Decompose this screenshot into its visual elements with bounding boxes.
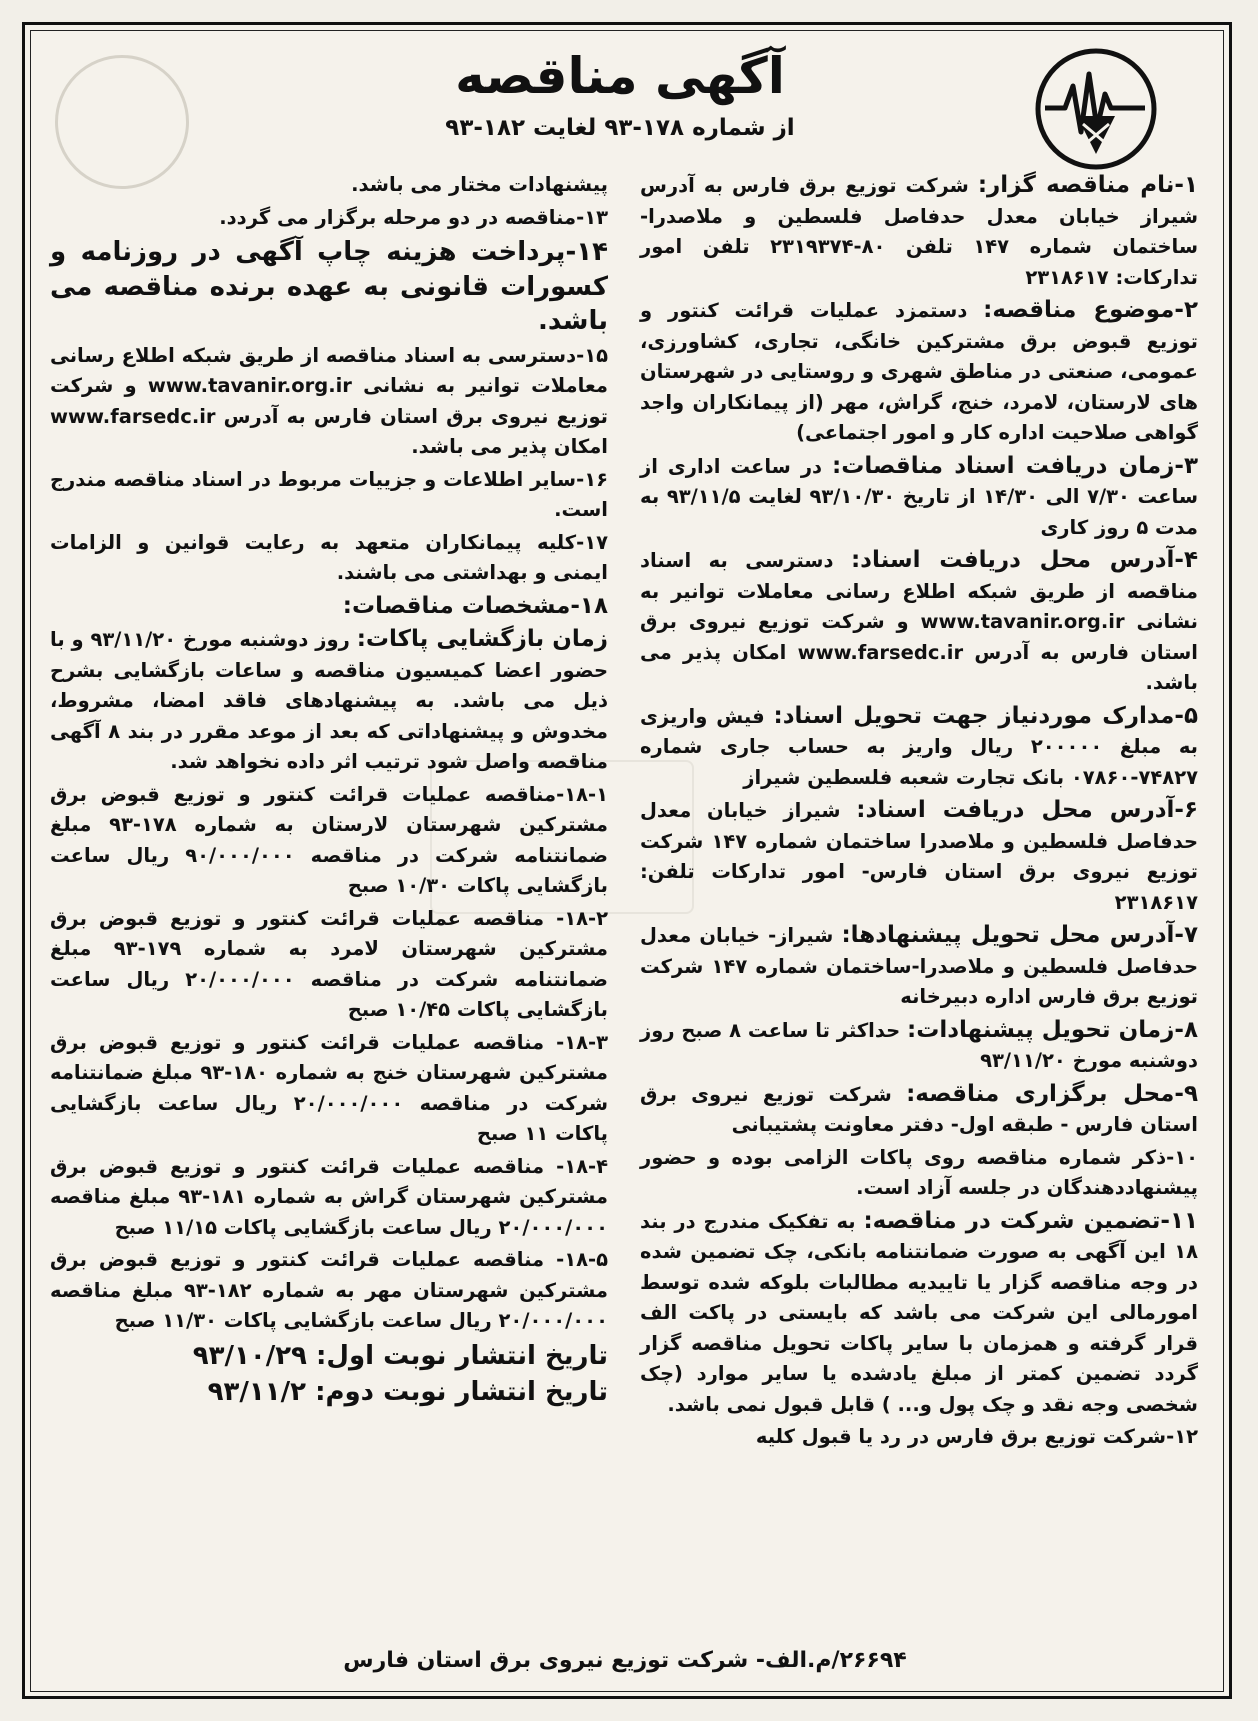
clause-paragraph (640, 295, 1198, 449)
clause-heading: ۱۱-تضمین شرکت در مناقصه: (863, 1207, 1199, 1234)
ad-title: آگهی مناقصه (455, 47, 785, 105)
clause-text: شیراز- خیابان معدل حدفاصل فلسطین و ملاصدرا-ساختمان شماره ۱۴۷ شرکت توزیع برق فارس اداره دبیرخانه (640, 924, 1199, 1008)
clause-paragraph (50, 528, 608, 589)
ad-subtitle: از شماره ۱۷۸-۹۳ لغایت ۱۸۲-۹۳ (445, 115, 795, 141)
clause-paragraph (50, 170, 608, 201)
clause-text: ۱۲-شرکت توزیع برق فارس در رد یا قبول کلیه (755, 1425, 1198, 1448)
company-logo-icon (1033, 46, 1159, 172)
clause-paragraph (640, 1422, 1198, 1453)
clause-text: فیش واریزی به مبلغ ۲۰۰۰۰۰ ریال واریز به حساب جاری شماره ۷۴۸۲۷-۰۷۸۶۰ بانک تجارت شعبه فلسطین شیراز (640, 704, 1198, 789)
clause-text: شرکت توزیع برق فارس به آدرس شیراز خیابان معدل حدفاصل فلسطین و ملاصدرا- ساختمان شماره ۱۴۷ تلفن ۸۰-۲۳۱۹۳۷۴ تلفن امور تدارکات: ۲۳۱۸۶۱۷ (640, 174, 1198, 289)
clause-text: ۱۸-۱-مناقصه عملیات قرائت کنتور و توزیع قبوض برق مشترکین شهرستان لارستان به شماره ۱۷۸-۹۳ مبلغ ضمانتنامه شرکت در مناقصه ۹۰/۰۰۰/۰۰۰ ریال ساعت بازگشایی پاکات ۱۰/۳۰ صبح (50, 782, 608, 897)
clause-heading: ۴-آدرس محل دریافت اسناد: (850, 547, 1198, 573)
clause-text: ۱۸-۲- مناقصه عملیات قرائت کنتور و توزیع قبوض برق مشترکین شهرستان لامرد به شماره ۱۷۹-۹۳ مبلغ ضمانتنامه شرکت در مناقصه ۲۰/۰۰۰/۰۰۰ ریال ساعت بازگشایی پاکات ۱۰/۴۵ صبح (50, 906, 608, 1021)
clause-paragraph (50, 591, 608, 623)
clause-paragraph (640, 1206, 1198, 1421)
clause-paragraph (640, 1079, 1198, 1141)
clause-paragraph (640, 1143, 1198, 1204)
clause-text: در ساعت اداری از ساعت ۷/۳۰ الی ۱۴/۳۰ از تاریخ ۹۳/۱۰/۳۰ لغایت ۹۳/۱۱/۵ به مدت ۵ روز کاری (640, 454, 1199, 539)
publication-date-second: تاریخ انتشار نوبت دوم: ۹۳/۱۱/۲ (207, 1376, 608, 1407)
clause-text: ۱۸-۵- مناقصه عملیات قرائت کنتور و توزیع قبوض برق مشترکین شهرستان مهر به شماره ۱۸۲-۹۳ مبلغ مناقصه ۲۰/۰۰۰/۰۰۰ ریال ساعت بازگشایی پاکات ۱۱/۳۰ صبح (50, 1248, 608, 1332)
clause-text: دستمزد عملیات قرائت کنتور و توزیع قبوض برق مشترکین خانگی، تجاری، کشاورزی، عمومی، صنعتی در مناطق شهری و روستایی در شهرستان های لارستان، لامرد، خنج، گراش، مهر (از پیمانکاران واجد گواهی صلاحیت اداره کار و امور اجتماعی) (640, 299, 1198, 444)
clause-text: شیراز خیابان معدل حدفاصل فلسطین و ملاصدرا ساختمان شماره ۱۴۷ شرکت توزیع نیروی برق استان فارس- امور تدارکات تلفن: ۲۳۱۸۶۱۷ (640, 799, 1199, 914)
clause-paragraph (50, 465, 608, 526)
clause-paragraph (50, 904, 608, 1026)
clause-heading: ۳-زمان دریافت اسناد مناقصات: (832, 452, 1199, 479)
clause-heading: ۷-آدرس محل تحویل پیشنهادها: (841, 922, 1198, 948)
clause-paragraph (50, 1152, 608, 1244)
clause-paragraph (50, 341, 608, 463)
clause-heading: ۱-نام مناقصه گزار: (977, 172, 1198, 198)
clause-paragraph (640, 1015, 1198, 1077)
clause-paragraph (640, 545, 1198, 699)
clause-text: ۱۵-دسترسی به اسناد مناقصه از طریق شبکه اطلاع رسانی معاملات توانیر به نشانی www.tavanir.org.ir و شرکت توزیع نیروی برق استان فارس به آدرس www.farsedc.ir امکان پذیر می باشد. (50, 343, 608, 458)
publication-date-first: تاریخ انتشار نوبت اول: ۹۳/۱۰/۲۹ (192, 1340, 608, 1371)
clause-text: ۱۸-۴- مناقصه عملیات قرائت کنتور و توزیع قبوض برق مشترکین شهرستان گراش به شماره ۱۸۱-۹۳ مبلغ مناقصه ۲۰/۰۰۰/۰۰۰ ریال ساعت بازگشایی پاکات ۱۱/۱۵ صبح (50, 1154, 608, 1239)
clause-heading: ۸-زمان تحویل پیشنهادات: (907, 1016, 1198, 1043)
clause-paragraph (50, 1028, 608, 1150)
right-column (640, 170, 1198, 1455)
clause-text: حداکثر تا ساعت ۸ صبح روز دوشنبه مورخ ۹۳/۱۱/۲۰ (640, 1018, 1198, 1072)
clause-lead: ۱۴-پرداخت هزینه چاپ آگهی در روزنامه و کسورات قانونی به عهده برنده مناقصه می باشد. (50, 237, 608, 336)
clause-heading: ۱۸-مشخصات مناقصات: (342, 592, 608, 619)
clause-text: ۱۶-سایر اطلاعات و جزییات مربوط در اسناد مناقصه مندرج است. (50, 467, 608, 521)
clause-text: ۱۳-مناقصه در دو مرحله برگزار می گردد. (219, 205, 608, 229)
clause-text: ۱۰-ذکر شماره مناقصه روی پاکات الزامی بوده و حضور پیشنهاددهندگان در جلسه آزاد است. (640, 1145, 1198, 1199)
clause-heading: زمان بازگشایی پاکات: (356, 626, 608, 652)
footer-line: ۲۶۶۹۴/م.الف- شرکت توزیع نیروی برق استان فارس (343, 1648, 907, 1673)
clause-paragraph (50, 624, 608, 778)
clause-text: روز دوشنبه مورخ ۹۳/۱۱/۲۰ و با حضور اعضا کمیسیون مناقصه و ساعات بازگشایی بشرح ذیل می باشد. به پیشنهادهای فاقد امضا، مشروط، مخدوش و پیشنهاداتی که بعد از موعد مقرر در بند ۸ آگهی مناقصه واصل شود ترتیب اثر داده نخواهد شد. (50, 628, 608, 773)
clause-heading: ۹-محل برگزاری مناقصه: (906, 1080, 1199, 1107)
clause-text: دسترسی به اسناد مناقصه از طریق شبکه اطلاع رسانی معاملات توانیر به نشانی www.tavanir.org.ir و شرکت توزیع نیروی برق استان فارس به آدرس www.farsedc.ir امکان پذیر می باشد. (640, 549, 1198, 694)
clause-paragraph (50, 780, 608, 902)
clause-paragraph (640, 795, 1198, 918)
clause-paragraph (640, 920, 1198, 1013)
clause-paragraph (640, 451, 1198, 544)
clause-text: به تفکیک مندرج در بند ۱۸ این آگهی به صورت ضمانتنامه بانکی، چک تضمین شده در وجه مناقصه گزار یا تاییدیه مطالبات بلوکه شده توسط امورمالی این شرکت می باشد که بایستی در پاکت الف قرار گرفته و همزمان با سایر پاکات تحویل مناقصه گزار گردد تضمین کمتر از مبلغ یادشده یا سایر موارد (چک شخصی وجه نقد و چک پول و... ) قابل قبول نمی باشد. (640, 1209, 1198, 1416)
watermark-seal-icon (55, 55, 189, 189)
clause-heading: ۵-مدارک موردنیاز جهت تحویل اسناد: (773, 702, 1198, 729)
clause-text: ۱۸-۳- مناقصه عملیات قرائت کنتور و توزیع قبوض برق مشترکین شهرستان خنج به شماره ۱۸۰-۹۳ مبلغ ضمانتنامه شرکت در مناقصه ۲۰/۰۰۰/۰۰۰ ریال ساعت بازگشایی پاکات ۱۱ صبح (50, 1030, 608, 1145)
left-column (50, 170, 608, 1411)
clause-text: ۱۷-کلیه پیمانکاران متعهد به رعایت قوانین و الزامات ایمنی و بهداشتی می باشند. (50, 530, 608, 584)
clause-text: شرکت توزیع نیروی برق استان فارس - طبقه اول- دفتر معاونت پشتیبانی (640, 1082, 1198, 1136)
clause-paragraph (640, 701, 1198, 794)
clause-paragraph (50, 1245, 608, 1337)
clause-paragraph (50, 203, 608, 234)
clause-text: پیشنهادات مختار می باشد. (351, 173, 608, 196)
clause-paragraph (640, 170, 1198, 293)
clause-paragraph (50, 235, 608, 339)
clause-heading: ۲-موضوع مناقصه: (983, 297, 1198, 323)
clause-heading: ۶-آدرس محل دریافت اسناد: (856, 797, 1198, 823)
